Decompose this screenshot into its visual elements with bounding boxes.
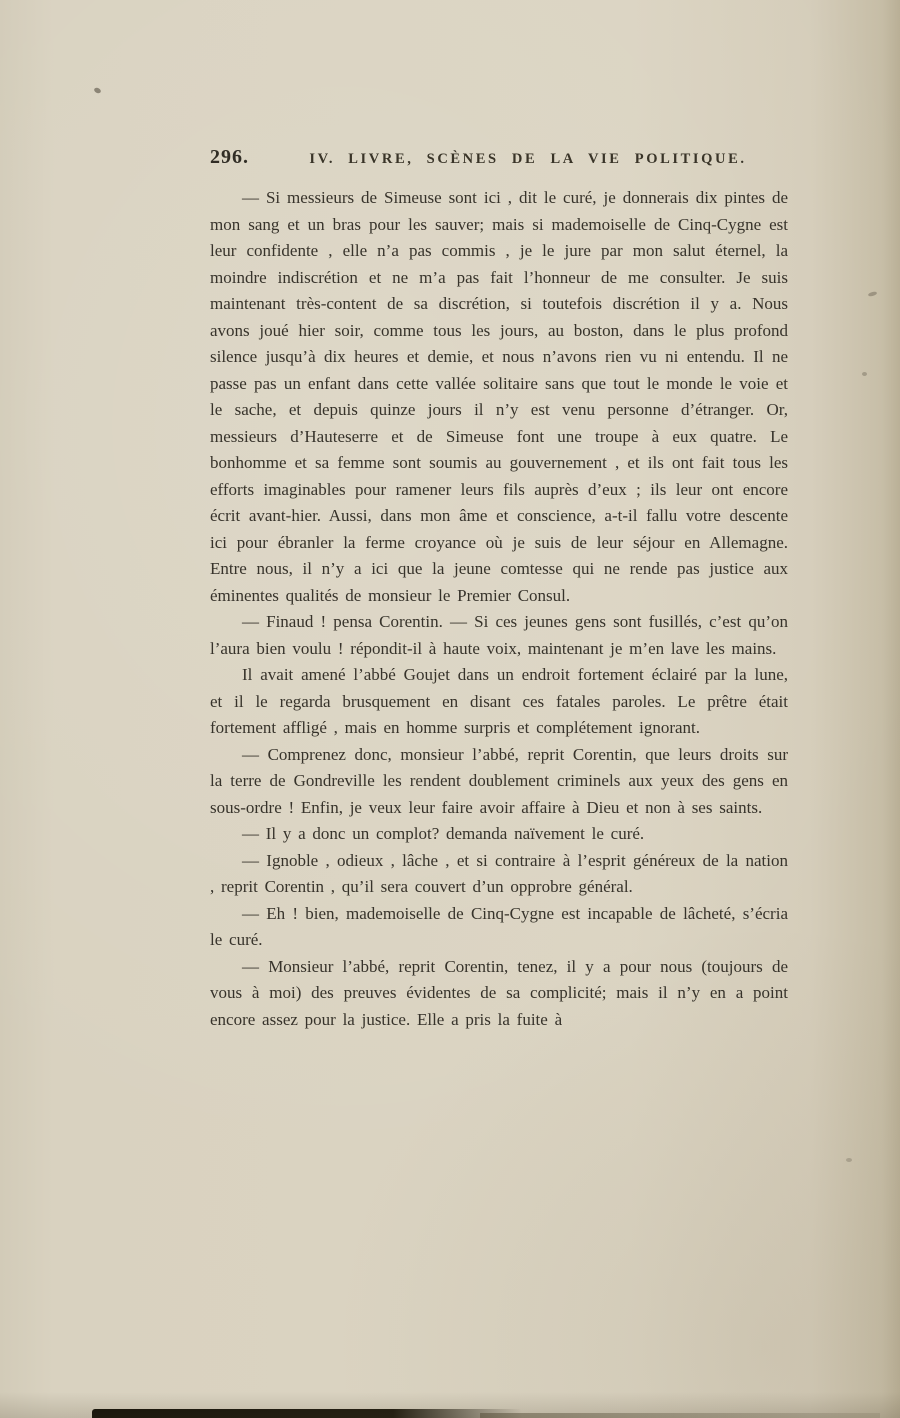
running-title: IV. LIVRE, SCÈNES DE LA VIE POLITIQUE. [309, 151, 747, 167]
paragraph: — Ignoble , odieux , lâche , et si contraire à l’esprit généreux de la nation , reprit Corentin , qu’il sera couvert d’un opprobre général. [210, 850, 788, 896]
paragraph: Il avait amené l’abbé Goujet dans un endroit fortement éclairé par la lune, et il le regarda brusquement en disant ces fatales paroles. Le prêtre était fortement affligé , mais en homme surpris et complétement ignorant. [210, 665, 788, 737]
paragraph: — Monsieur l’abbé, reprit Corentin, tenez, il y a pour nous (toujours de vous à moi) des preuves évidentes de sa complicité; mais il n’y en a point encore assez pour la justice. Elle a pris la fuite à [210, 956, 788, 1029]
text-block [210, 185, 788, 1033]
paragraph: — Finaud ! pensa Corentin. — Si ces jeunes gens sont fusillés, c’est qu’on l’aura bien voulu ! répondit-il à haute voix, maintenant je m’en lave les mains. [210, 612, 788, 658]
scan-artifact [93, 87, 101, 94]
scan-edge-shadow [92, 1409, 522, 1418]
page-number: 296. [210, 146, 249, 168]
scan-artifact [862, 372, 867, 376]
scan-edge-shadow [480, 1413, 880, 1418]
paragraph: — Si messieurs de Simeuse sont ici , dit le curé, je donnerais dix pintes de mon sang et un bras pour les sauver; mais si mademoiselle de Cinq-Cygne est leur confidente , elle n’a pas commis , je le jure par mon salut éternel, la moindre indiscrétion et ne m’a pas fait l’honneur de me consulter. Je suis maintenant très-content de sa discrétion, si toutefois discrétion il y a. Nous avons joué hier soir, comme tous les jours, au boston, dans le plus profond silence jusqu’à dix heures et demie, et nous n’avons rien vu ni entendu. Il ne passe pas un enfant dans cette vallée solitaire sans que tout le monde le voie et le sache, et depuis quinze jours il n’y est venu personne d’étranger. Or, messieurs d’Hauteserre et de Simeuse font une troupe à eux quatre. Le bonhomme et sa femme sont soumis au gouvernement , et ils ont fait tous les efforts imaginables pour ramener leurs fils auprès d’eux ; ils leur ont encore écrit avant-hier. Aussi, dans mon âme et conscience, a-t-il fallu votre descente ici pour ébranler la ferme croyance où je suis de leur séjour en Allemagne. Entre nous, il n’y a ici que la jeune comtesse qui ne rende pas justice aux éminentes qualités de monsieur le Premier Consul. [210, 188, 788, 605]
page-header [210, 146, 788, 169]
paragraph: — Il y a donc un complot? demanda naïvement le curé. [242, 824, 645, 843]
paragraph: — Comprenez donc, monsieur l’abbé, reprit Corentin, que leurs droits sur la terre de Gondreville les rendent doublement criminels aux yeux des gens en sous-ordre ! Enfin, je veux leur faire avoir affaire à Dieu et non à ses saints. [210, 744, 788, 817]
scan-artifact [868, 291, 878, 297]
paragraph: — Eh ! bien, mademoiselle de Cinq-Cygne est incapable de lâcheté, s’écria le curé. [210, 903, 788, 949]
scan-artifact [846, 1158, 852, 1162]
